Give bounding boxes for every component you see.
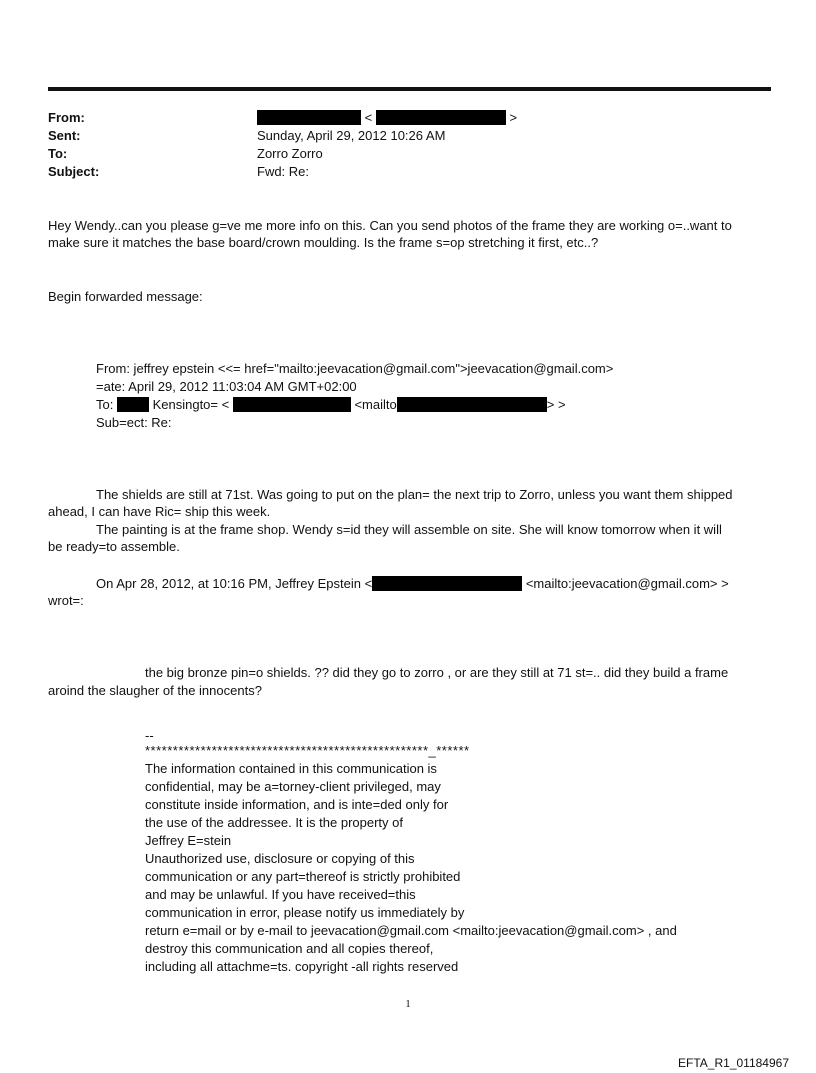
disclaimer-line: and may be unlawful. If you have received=this xyxy=(145,887,416,902)
from-value xyxy=(257,109,517,126)
disclaimer-line: return e=mail or by e-mail to jeevacation@gmail.com <mailto:jeevacation@gmail.com> , and xyxy=(145,923,677,938)
signature-dash: -- xyxy=(145,728,154,743)
redacted-block xyxy=(372,576,522,591)
from-gt: > xyxy=(509,110,518,125)
disclaimer-line: confidential, may be a=torney-client privileged, may xyxy=(145,779,441,794)
fwd-to-end: > > xyxy=(546,397,566,412)
bronze-line-2: aroind the slaugher of the innocents? xyxy=(48,683,262,698)
on-date-mailto: <mailto:jeevacation@gmail.com> > xyxy=(525,576,729,591)
disclaimer-line: Unauthorized use, disclosure or copying of this xyxy=(145,851,415,866)
disclaimer-line: constitute inside information, and is inte=ded only for xyxy=(145,797,449,812)
page-number: 1 xyxy=(405,998,411,1010)
intro-line-2: make sure it matches the base board/crown moulding. Is the frame s=op stretching it first, etc..? xyxy=(48,235,599,250)
sent-value: Sunday, April 29, 2012 10:26 AM xyxy=(257,128,446,143)
redacted-block xyxy=(257,110,361,125)
disclaimer-line: the use of the addressee. It is the property of xyxy=(145,815,403,830)
sent-label: Sent: xyxy=(48,128,81,143)
painting-line-2: be ready=to assemble. xyxy=(48,539,180,554)
bronze-line-1: the big bronze pin=o shields. ?? did they go to zorro , or are they still at 71 st=.. did they build a frame xyxy=(145,665,729,680)
redacted-block xyxy=(233,397,351,412)
begin-forwarded: Begin forwarded message: xyxy=(48,289,203,304)
header-rule xyxy=(48,87,771,91)
redacted-block xyxy=(397,397,547,412)
fwd-to-name: Kensingto= < xyxy=(152,397,230,412)
from-lt: < xyxy=(364,110,373,125)
fwd-from: From: jeffrey epstein <<= href="mailto:jeevacation@gmail.com">jeevacation@gmail.com> xyxy=(96,361,614,376)
subject-value: Fwd: Re: xyxy=(257,164,310,179)
disclaimer-line: Jeffrey E=stein xyxy=(145,833,232,848)
disclaimer-line: communication in error, please notify us immediately by xyxy=(145,905,465,920)
disclaimer-line: The information contained in this communication is xyxy=(145,761,437,776)
to-label: To: xyxy=(48,146,68,161)
redacted-block xyxy=(376,110,506,125)
redacted-block xyxy=(117,397,149,412)
intro-line-1: Hey Wendy..can you please g=ve me more info on this. Can you send photos of the frame they are working o=..want to xyxy=(48,218,732,233)
on-date-prefix: On Apr 28, 2012, at 10:16 PM, Jeffrey Epstein < xyxy=(96,576,373,591)
painting-line-1: The painting is at the frame shop. Wendy s=id they will assemble on site. She will know tomorrow when it will xyxy=(96,522,722,537)
signature-stars: ***************************************************_****** xyxy=(145,743,470,758)
disclaimer-line: including all attachme=ts. copyright -all rights reserved xyxy=(145,959,459,974)
fwd-subject: Sub=ect: Re: xyxy=(96,415,172,430)
fwd-to xyxy=(96,396,566,413)
shields-line-1: The shields are still at 71st. Was going to put on the plan= the next trip to Zorro, unless you want them shipped xyxy=(96,487,733,502)
on-date-line xyxy=(96,575,729,592)
fwd-to-prefix: To: xyxy=(96,397,114,412)
fwd-to-mailto: <mailto xyxy=(354,397,397,412)
fwd-date: =ate: April 29, 2012 11:03:04 AM GMT+02:00 xyxy=(96,379,357,394)
disclaimer-line: destroy this communication and all copies thereof, xyxy=(145,941,434,956)
to-value: Zorro Zorro xyxy=(257,146,323,161)
document-id: EFTA_R1_01184967 xyxy=(678,1056,789,1070)
wrote-line: wrot=: xyxy=(48,593,84,608)
shields-line-2: ahead, I can have Ric= ship this week. xyxy=(48,504,271,519)
from-label: From: xyxy=(48,110,85,125)
disclaimer-line: communication or any part=thereof is strictly prohibited xyxy=(145,869,461,884)
subject-label: Subject: xyxy=(48,164,100,179)
